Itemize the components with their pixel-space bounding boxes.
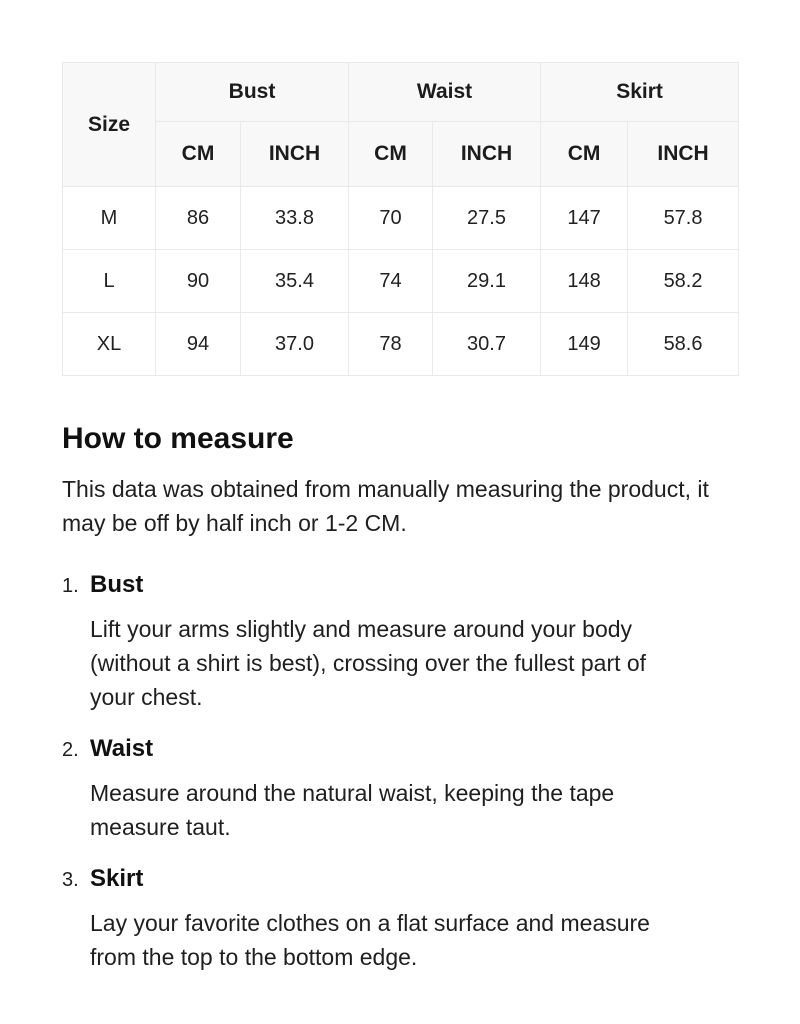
measurement-group-row	[63, 63, 739, 122]
list-item-waist	[62, 734, 738, 844]
step-heading-row	[62, 734, 738, 764]
skirt-inch-value: 58.2	[628, 250, 739, 313]
size-chart-header	[63, 63, 739, 187]
size-chart-table	[62, 62, 739, 376]
step-heading-row	[62, 570, 738, 600]
bust-group-header: Bust	[156, 63, 349, 122]
step-description-skirt: Lay your favorite clothes on a flat surface and measure from the top to the bottom edge.	[90, 910, 650, 970]
bust-cm-value: 90	[156, 250, 241, 313]
bust-inch-value: 33.8	[241, 187, 349, 250]
bust-inch-header: INCH	[241, 122, 349, 187]
skirt-cm-header: CM	[541, 122, 628, 187]
table-row-size-m	[63, 187, 739, 250]
step-title-waist: Waist	[90, 735, 154, 762]
waist-group-header: Waist	[349, 63, 541, 122]
size-label: L	[63, 250, 156, 313]
step-heading-row	[62, 864, 738, 894]
step-number: 1.	[62, 575, 79, 597]
step-description-bust: Lift your arms slightly and measure around your body (without a shirt is best), crossing over the fullest part of your chest.	[90, 616, 647, 710]
step-description-waist: Measure around the natural waist, keeping the tape measure taut.	[90, 780, 615, 840]
waist-cm-value: 74	[349, 250, 433, 313]
step-number: 2.	[62, 739, 79, 761]
skirt-inch-value: 58.6	[628, 313, 739, 376]
bust-cm-value: 86	[156, 187, 241, 250]
waist-inch-value: 27.5	[433, 187, 541, 250]
skirt-inch-value: 57.8	[628, 187, 739, 250]
waist-cm-header: CM	[349, 122, 433, 187]
table-row-size-xl	[63, 313, 739, 376]
skirt-cm-value: 147	[541, 187, 628, 250]
size-label: M	[63, 187, 156, 250]
size-column-header: Size	[63, 63, 156, 187]
skirt-inch-header: INCH	[628, 122, 739, 187]
skirt-cm-value: 149	[541, 313, 628, 376]
waist-inch-value: 30.7	[433, 313, 541, 376]
unit-header-row	[63, 122, 739, 187]
bust-cm-header: CM	[156, 122, 241, 187]
size-label: XL	[63, 313, 156, 376]
table-row-size-l	[63, 250, 739, 313]
step-number: 3.	[62, 869, 79, 891]
measurement-steps-list	[62, 570, 738, 974]
measurement-disclaimer-text: This data was obtained from manually measuring the product, it may be off by half inch or 1-2 CM.	[62, 476, 709, 536]
bust-inch-value: 37.0	[241, 313, 349, 376]
waist-inch-value: 29.1	[433, 250, 541, 313]
waist-inch-header: INCH	[433, 122, 541, 187]
size-chart-body	[63, 187, 739, 376]
step-title-skirt: Skirt	[90, 865, 144, 892]
waist-cm-value: 78	[349, 313, 433, 376]
list-item-skirt	[62, 864, 738, 974]
bust-cm-value: 94	[156, 313, 241, 376]
step-title-bust: Bust	[90, 571, 144, 598]
how-to-measure-heading: How to measure	[62, 422, 294, 455]
list-item-bust	[62, 570, 738, 714]
skirt-group-header: Skirt	[541, 63, 739, 122]
bust-inch-value: 35.4	[241, 250, 349, 313]
skirt-cm-value: 148	[541, 250, 628, 313]
waist-cm-value: 70	[349, 187, 433, 250]
